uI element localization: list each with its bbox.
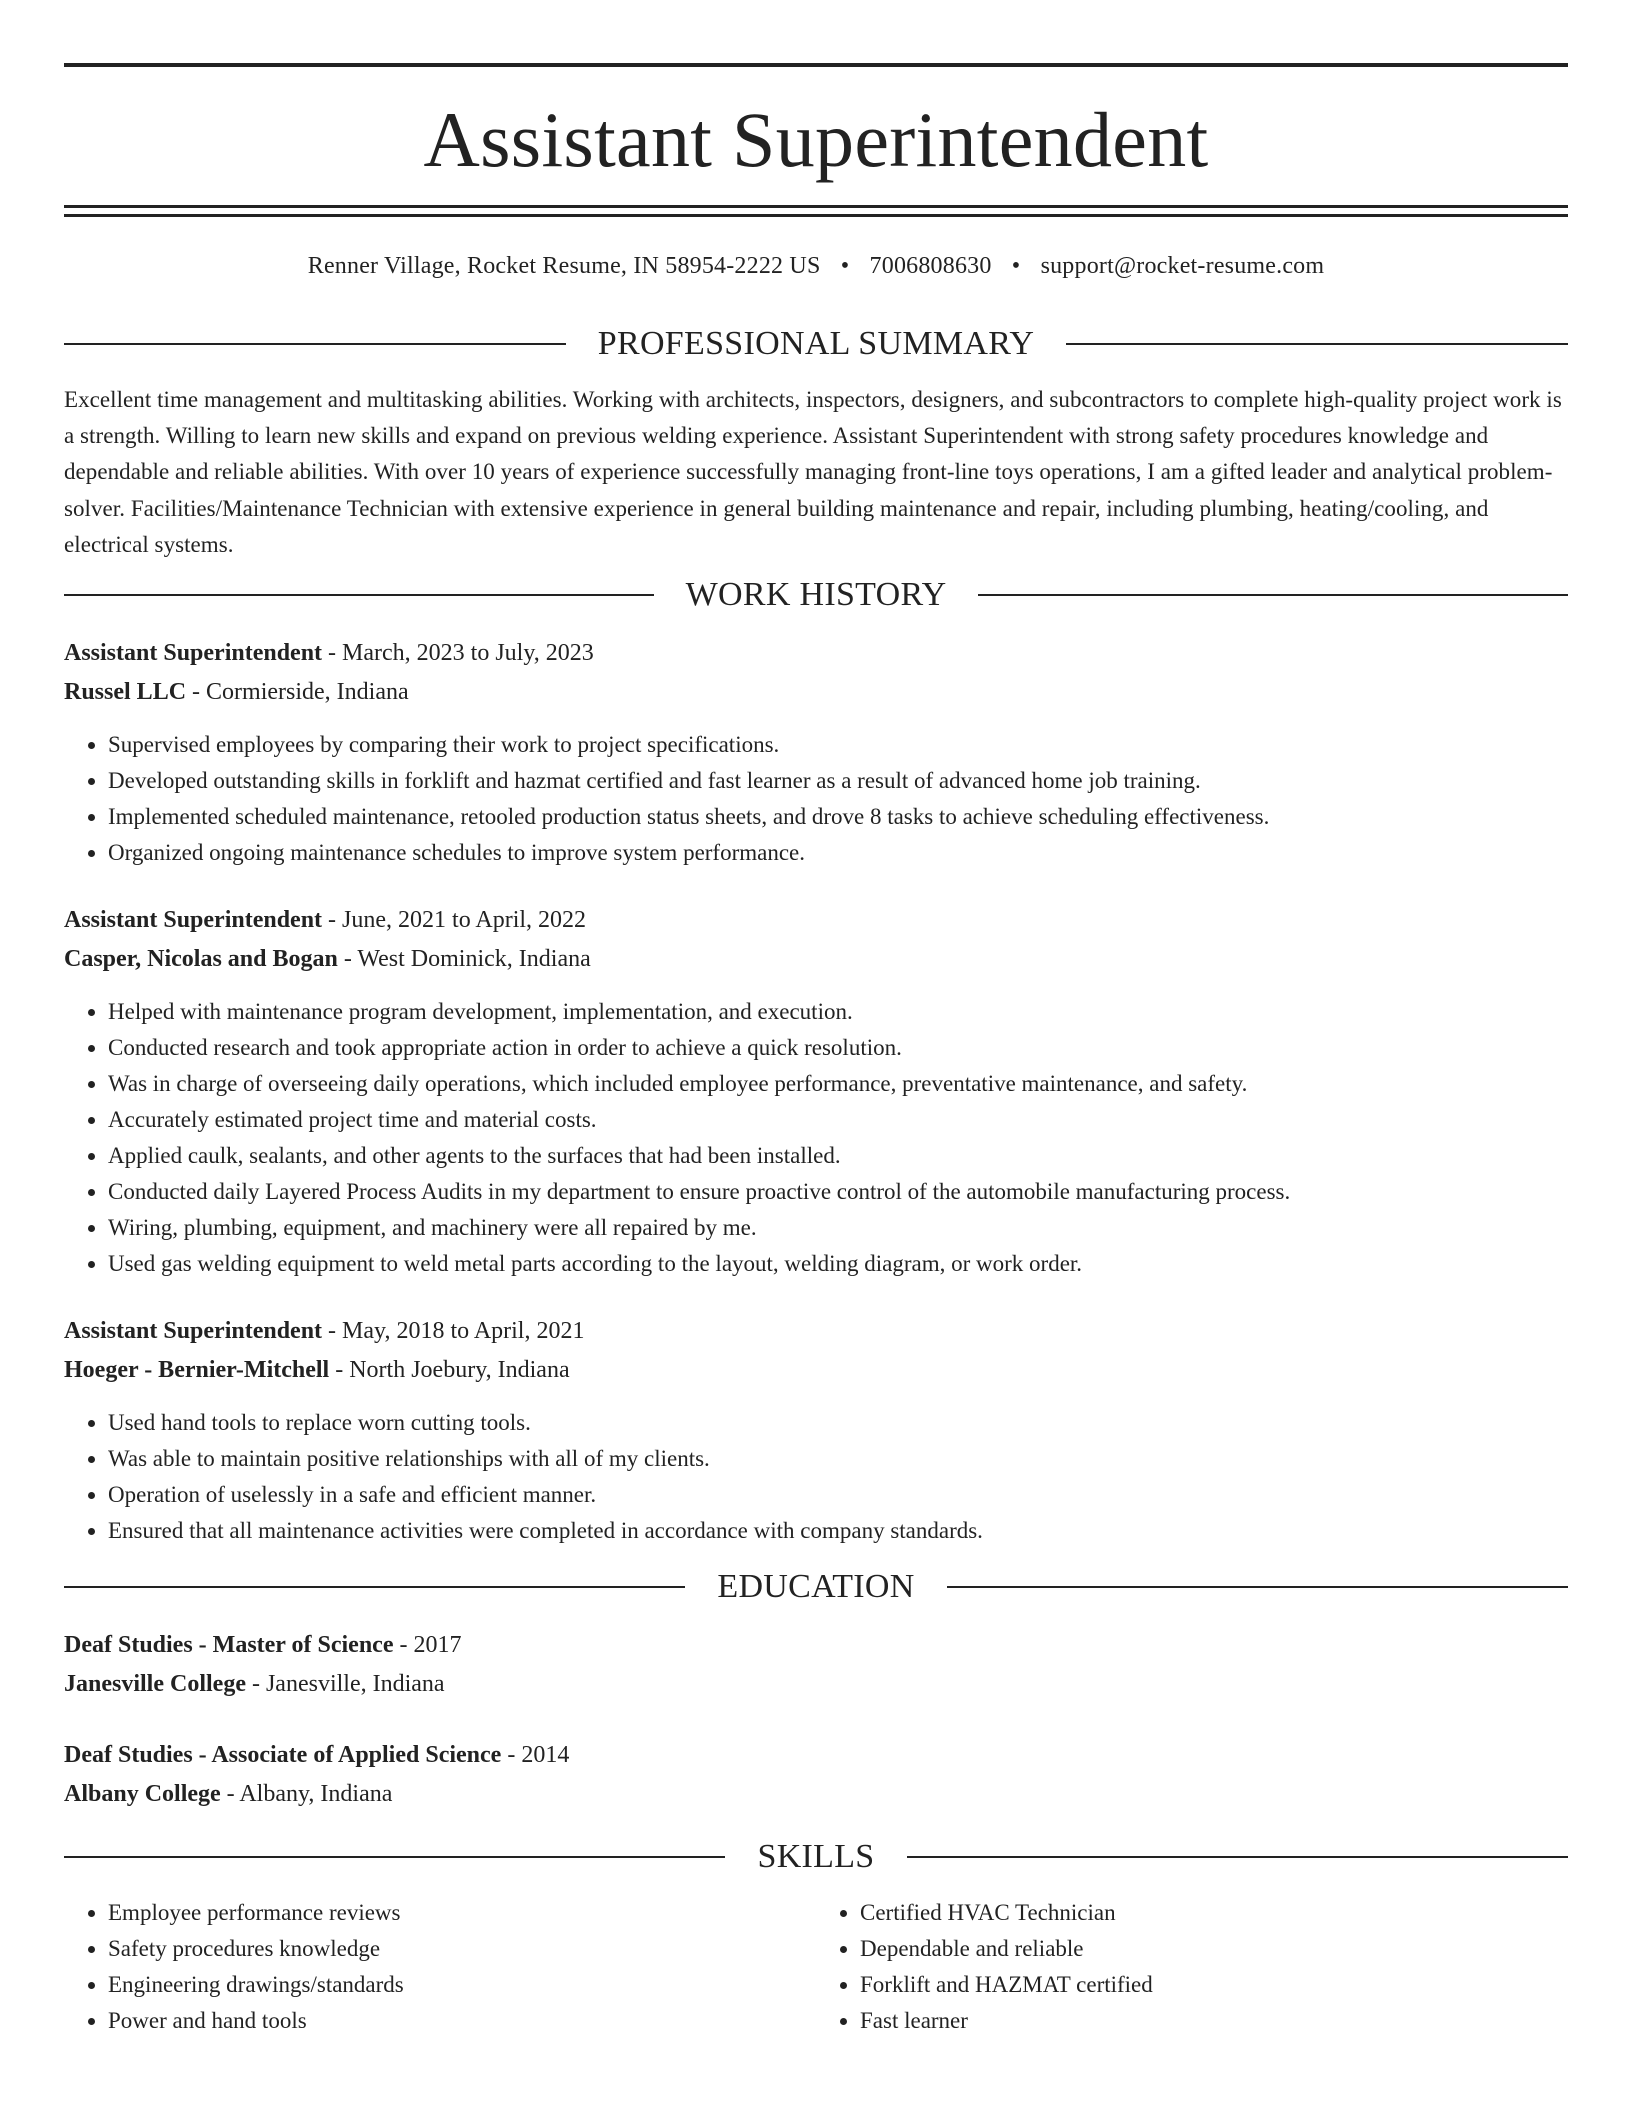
skill-item: • Power and hand tools xyxy=(108,2003,816,2039)
education-title: EDUCATION xyxy=(717,1568,915,1606)
school-line xyxy=(64,1665,1568,1704)
skill-item: • Dependable and reliable xyxy=(860,1931,1568,1967)
job-bullet: • Wiring, plumbing, equipment, and machinery were all repaired by me. xyxy=(108,1210,1568,1246)
job-role: Assistant Superintendent xyxy=(64,907,323,934)
school: Janesville College xyxy=(64,1671,246,1698)
job-title-line xyxy=(64,634,1568,673)
heading-rule-right xyxy=(1066,343,1568,345)
job-entry xyxy=(64,1312,1568,1549)
heading-rule-left xyxy=(64,343,566,345)
job-bullet: • Applied caulk, sealants, and other agents to the surfaces that had been installed. xyxy=(108,1138,1568,1174)
skills-column-right xyxy=(816,1895,1568,2039)
skill-item: • Safety procedures knowledge xyxy=(108,1931,816,1967)
job-location: - Cormierside, Indiana xyxy=(186,679,409,706)
skill-item: • Employee performance reviews xyxy=(108,1895,816,1931)
degree-year: - 2017 xyxy=(393,1632,462,1659)
degree-line xyxy=(64,1626,1568,1665)
skills-column-left xyxy=(64,1895,816,2039)
separator-dot: • xyxy=(840,253,850,279)
skills-section-heading xyxy=(64,1835,1568,1879)
heading-rule-left xyxy=(64,1586,685,1588)
job-location: - West Dominick, Indiana xyxy=(337,946,591,973)
job-entry xyxy=(64,901,1568,1282)
job-dates: - June, 2021 to April, 2022 xyxy=(322,907,587,934)
job-bullet: • Was in charge of overseeing daily operations, which included employee performance, preventative maintenance, and safety. xyxy=(108,1066,1568,1102)
education-section-heading xyxy=(64,1565,1568,1609)
double-rule xyxy=(64,205,1568,217)
job-entry xyxy=(64,634,1568,871)
degree-year: - 2014 xyxy=(501,1742,570,1769)
job-bullet: • Implemented scheduled maintenance, retooled production status sheets, and drove 8 tasks to achieve scheduling effectiveness. xyxy=(108,799,1568,835)
resume-name: Assistant Superintendent xyxy=(423,96,1209,183)
job-company-line xyxy=(64,940,1568,979)
job-bullet: • Developed outstanding skills in forklift and hazmat certified and fast learner as a result of advanced home job training. xyxy=(108,763,1568,799)
job-dates: - March, 2023 to July, 2023 xyxy=(322,640,594,667)
job-bullet: • Conducted research and took appropriate action in order to achieve a quick resolution. xyxy=(108,1030,1568,1066)
work-title: WORK HISTORY xyxy=(685,576,947,614)
degree: Deaf Studies - Associate of Applied Science xyxy=(64,1742,502,1769)
contact-line xyxy=(64,251,1568,281)
contact-email: support@rocket-resume.com xyxy=(1040,253,1325,279)
heading-rule-left xyxy=(64,1856,725,1858)
job-bullet: • Accurately estimated project time and material costs. xyxy=(108,1102,1568,1138)
summary-title: PROFESSIONAL SUMMARY xyxy=(597,325,1035,362)
job-bullets xyxy=(64,727,1568,871)
education-entry xyxy=(64,1626,1568,1704)
skill-item: • Certified HVAC Technician xyxy=(860,1895,1568,1931)
job-company: Hoeger - Bernier-Mitchell xyxy=(64,1357,330,1384)
school-location: - Janesville, Indiana xyxy=(245,1671,445,1698)
job-role: Assistant Superintendent xyxy=(64,1318,323,1345)
education-entry xyxy=(64,1736,1568,1814)
job-bullet: • Supervised employees by comparing their work to project specifications. xyxy=(108,727,1568,763)
job-bullet: • Used hand tools to replace worn cutting tools. xyxy=(108,1405,1568,1441)
job-title-line xyxy=(64,1312,1568,1351)
school: Albany College xyxy=(64,1781,221,1808)
job-company: Russel LLC xyxy=(64,679,187,706)
job-company-line xyxy=(64,673,1568,712)
skill-item: • Forklift and HAZMAT certified xyxy=(860,1967,1568,2003)
job-bullets xyxy=(64,1405,1568,1549)
job-bullets xyxy=(64,994,1568,1282)
job-dates: - May, 2018 to April, 2021 xyxy=(322,1318,585,1345)
job-bullet: • Helped with maintenance program development, implementation, and execution. xyxy=(108,994,1568,1030)
separator-dot: • xyxy=(1011,253,1021,279)
job-bullet: • Ensured that all maintenance activities were completed in accordance with company standards. xyxy=(108,1513,1568,1549)
job-location: - North Joebury, Indiana xyxy=(329,1357,570,1384)
job-bullet: • Organized ongoing maintenance schedules to improve system performance. xyxy=(108,835,1568,871)
skill-item: • Engineering drawings/standards xyxy=(108,1967,816,2003)
contact-phone: 7006808630 xyxy=(869,253,992,279)
school-line xyxy=(64,1775,1568,1814)
heading-rule-left xyxy=(64,594,654,596)
job-company: Casper, Nicolas and Bogan xyxy=(64,946,338,973)
job-title-line xyxy=(64,901,1568,940)
skills-list xyxy=(64,1895,1568,2039)
heading-rule-right xyxy=(947,1586,1568,1588)
job-company-line xyxy=(64,1351,1568,1390)
school-location: - Albany, Indiana xyxy=(220,1781,393,1808)
summary-text: Excellent time management and multitasking abilities. Working with architects, inspectors, designers, and subcontractors to complete high-quality project work is a strength. Willing to learn new skills and expand on previous welding experience. Assistant Superintendent with strong safety procedures knowledge and dependable and reliable abilities. With over 10 years of experience successfully managing front-line toys operations, I am a gifted leader and analytical problem-solver. Facilities/Maintenance Technician with extensive experience in general building maintenance and repair, including plumbing, heating/cooling, and electrical systems. xyxy=(64,387,1562,557)
heading-rule-right xyxy=(907,1856,1568,1858)
skill-item: • Fast learner xyxy=(860,2003,1568,2039)
job-bullet: • Conducted daily Layered Process Audits in my department to ensure proactive control of the automobile manufacturing process. xyxy=(108,1174,1568,1210)
contact-address: Renner Village, Rocket Resume, IN 58954-2222 US xyxy=(307,253,821,279)
job-bullet: • Operation of uselessly in a safe and efficient manner. xyxy=(108,1477,1568,1513)
job-bullet: • Used gas welding equipment to weld metal parts according to the layout, welding diagram, or work order. xyxy=(108,1246,1568,1282)
degree: Deaf Studies - Master of Science xyxy=(64,1632,394,1659)
job-bullet: • Was able to maintain positive relationships with all of my clients. xyxy=(108,1441,1568,1477)
summary-section-heading xyxy=(64,322,1568,366)
job-role: Assistant Superintendent xyxy=(64,640,323,667)
work-section-heading xyxy=(64,573,1568,617)
skills-title: SKILLS xyxy=(757,1838,875,1876)
heading-rule-right xyxy=(978,594,1568,596)
degree-line xyxy=(64,1736,1568,1775)
